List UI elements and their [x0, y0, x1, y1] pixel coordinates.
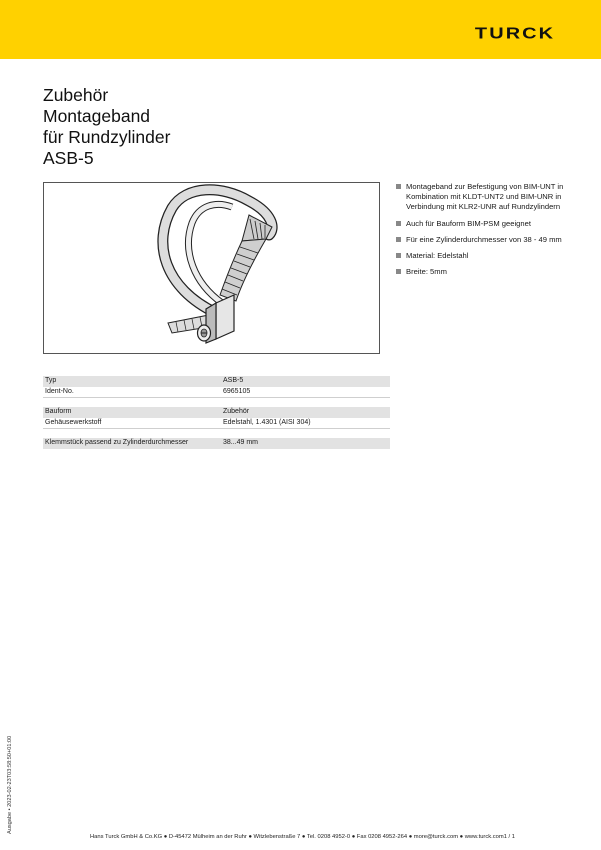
spec-label: Typ: [43, 376, 223, 387]
spec-row: [43, 407, 390, 418]
spec-value: ASB-5: [223, 376, 390, 387]
spec-label: Bauform: [43, 407, 223, 418]
spec-row: [43, 438, 390, 449]
footer: Hans Turck GmbH & Co.KG ● D-45472 Mülheim an der Ruhr ● Witzlebenstraße 7 ● Tel. 0208 4952-0 ● Fax 0208 4952-264 ● more@turck.com ● www.turck.com1 / 1: [89, 834, 515, 840]
mounting-band-image: [44, 183, 381, 355]
square-bullet-icon: [396, 184, 401, 189]
feature-item: [396, 251, 566, 261]
feature-item: [396, 219, 566, 229]
title-line: Zubehör: [43, 85, 109, 105]
spec-label: Ident-No.: [43, 387, 223, 398]
edition-note: Ausgabe • 2023-02-23T03:58:50+01:00: [7, 735, 13, 834]
feature-text: Breite: 5mm: [406, 267, 447, 277]
feature-item: [396, 182, 566, 213]
spec-value: Edelstahl, 1.4301 (AISI 304): [223, 418, 390, 429]
title-line: ASB-5: [43, 148, 94, 168]
title-line: Montageband: [43, 106, 151, 126]
spec-table: [43, 376, 390, 449]
feature-text: Für eine Zylinderdurchmesser von 38 - 49 mm: [406, 234, 562, 244]
spec-label: Gehäusewerkstoff: [43, 418, 223, 429]
brand-text: TURCK: [474, 24, 556, 42]
square-bullet-icon: [396, 237, 401, 242]
header-band: [0, 0, 601, 59]
title-line: für Rundzylinder: [43, 127, 171, 147]
spec-row: [43, 418, 390, 429]
spec-value: Zubehör: [223, 407, 390, 418]
square-bullet-icon: [396, 269, 401, 274]
feature-text: Montageband zur Befestigung von BIM-UNT in Kombination mit KLDT-UNT2 und BIM-UNR in Verbindung mit KLR2-UNR auf Rundzylindern: [406, 182, 564, 212]
feature-text: Auch für Bauform BIM-PSM geeignet: [406, 218, 531, 228]
square-bullet-icon: [396, 221, 401, 226]
feature-list: [396, 182, 566, 283]
spec-label: Klemmstück passend zu Zylinderdurchmesser: [43, 438, 223, 449]
product-image-frame: [43, 182, 380, 354]
spec-value: 6965105: [223, 387, 390, 398]
spec-value: 38...49 mm: [223, 438, 390, 449]
product-title: [43, 85, 363, 169]
feature-text: Material: Edelstahl: [406, 251, 469, 261]
spec-row: [43, 376, 390, 387]
feature-item: [396, 235, 566, 245]
square-bullet-icon: [396, 253, 401, 258]
feature-item: [396, 267, 566, 277]
turck-logo: [451, 22, 579, 44]
spec-row: [43, 387, 390, 398]
